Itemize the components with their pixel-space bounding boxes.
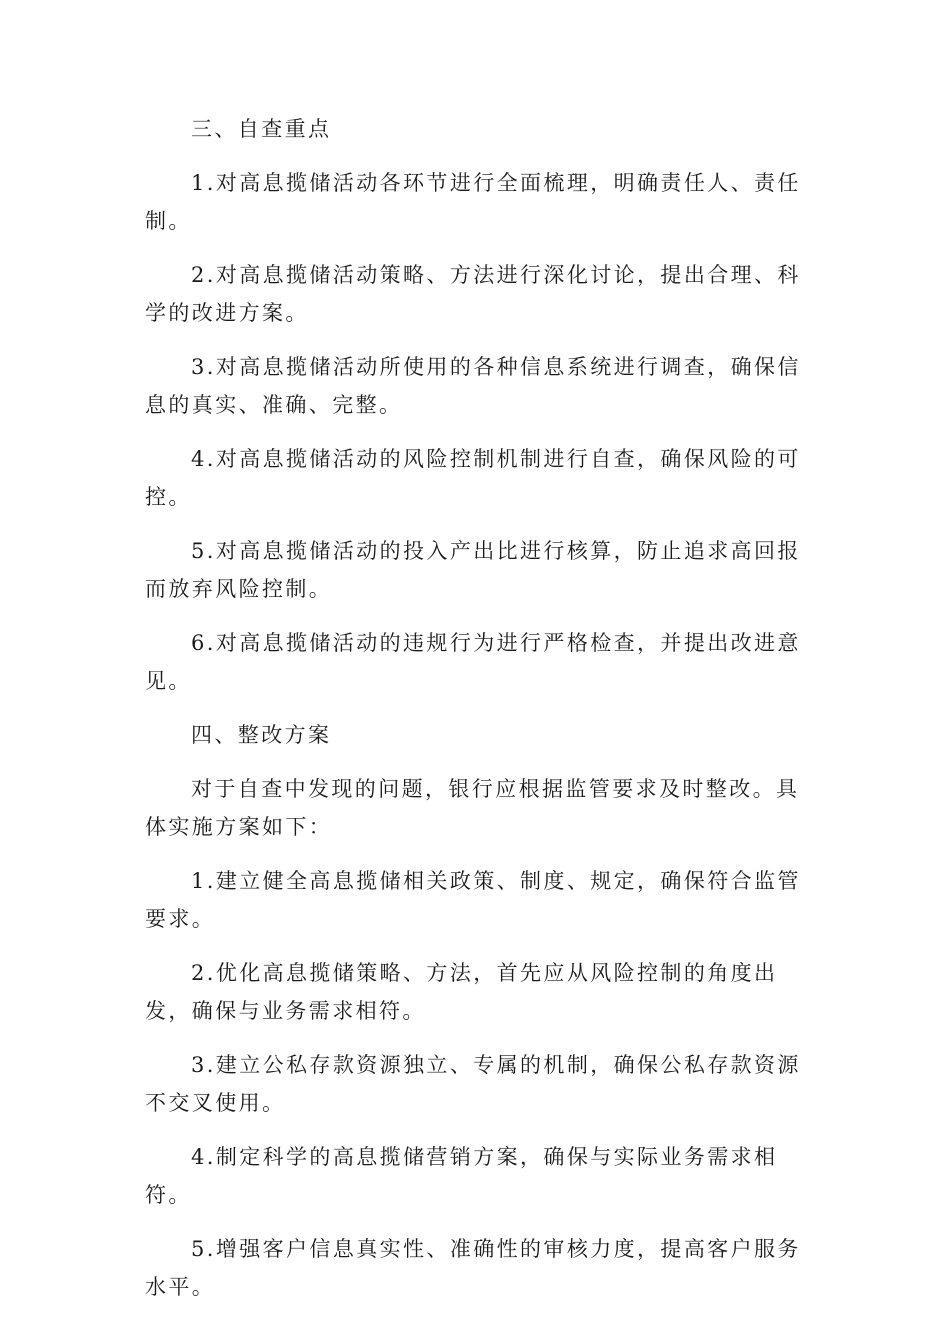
paragraph-rectification-item-3: 3.建立公私存款资源独立、专属的机制，确保公私存款资源不交叉使用。 [145,1053,801,1115]
paragraph-self-check-item-4: 4.对高息揽储活动的风险控制机制进行自查，确保风险的可控。 [145,447,801,509]
paragraph-self-check-item-1: 1.对高息揽储活动各环节进行全面梳理，明确责任人、责任制。 [145,171,801,233]
section-heading-rectification-plan: 四、整改方案 [191,723,332,747]
paragraph-rectification-item-2: 2.优化高息揽储策略、方法，首先应从风险控制的角度出发，确保与业务需求相符。 [145,961,778,1023]
paragraph-self-check-item-6: 6.对高息揽储活动的违规行为进行严格检查，并提出改进意见。 [145,631,801,693]
section-heading-self-check-focus: 三、自查重点 [191,117,332,141]
paragraph-rectification-intro: 对于自查中发现的问题，银行应根据监管要求及时整改。具体实施方案如下： [145,777,800,839]
paragraph-rectification-item-1: 1.建立健全高息揽储相关政策、制度、规定，确保符合监管要求。 [145,869,801,931]
paragraph-self-check-item-3: 3.对高息揽储活动所使用的各种信息系统进行调查，确保信息的真实、准确、完整。 [145,355,801,417]
paragraph-self-check-item-5: 5.对高息揽储活动的投入产出比进行核算，防止追求高回报而放弃风险控制。 [145,539,801,601]
paragraph-self-check-item-2: 2.对高息揽储活动策略、方法进行深化讨论，提出合理、科学的改进方案。 [145,263,801,325]
paragraph-rectification-item-4: 4.制定科学的高息揽储营销方案，确保与实际业务需求相符。 [145,1145,778,1207]
document-body [145,110,805,1322]
paragraph-rectification-item-5: 5.增强客户信息真实性、准确性的审核力度，提高客户服务水平。 [145,1237,801,1299]
